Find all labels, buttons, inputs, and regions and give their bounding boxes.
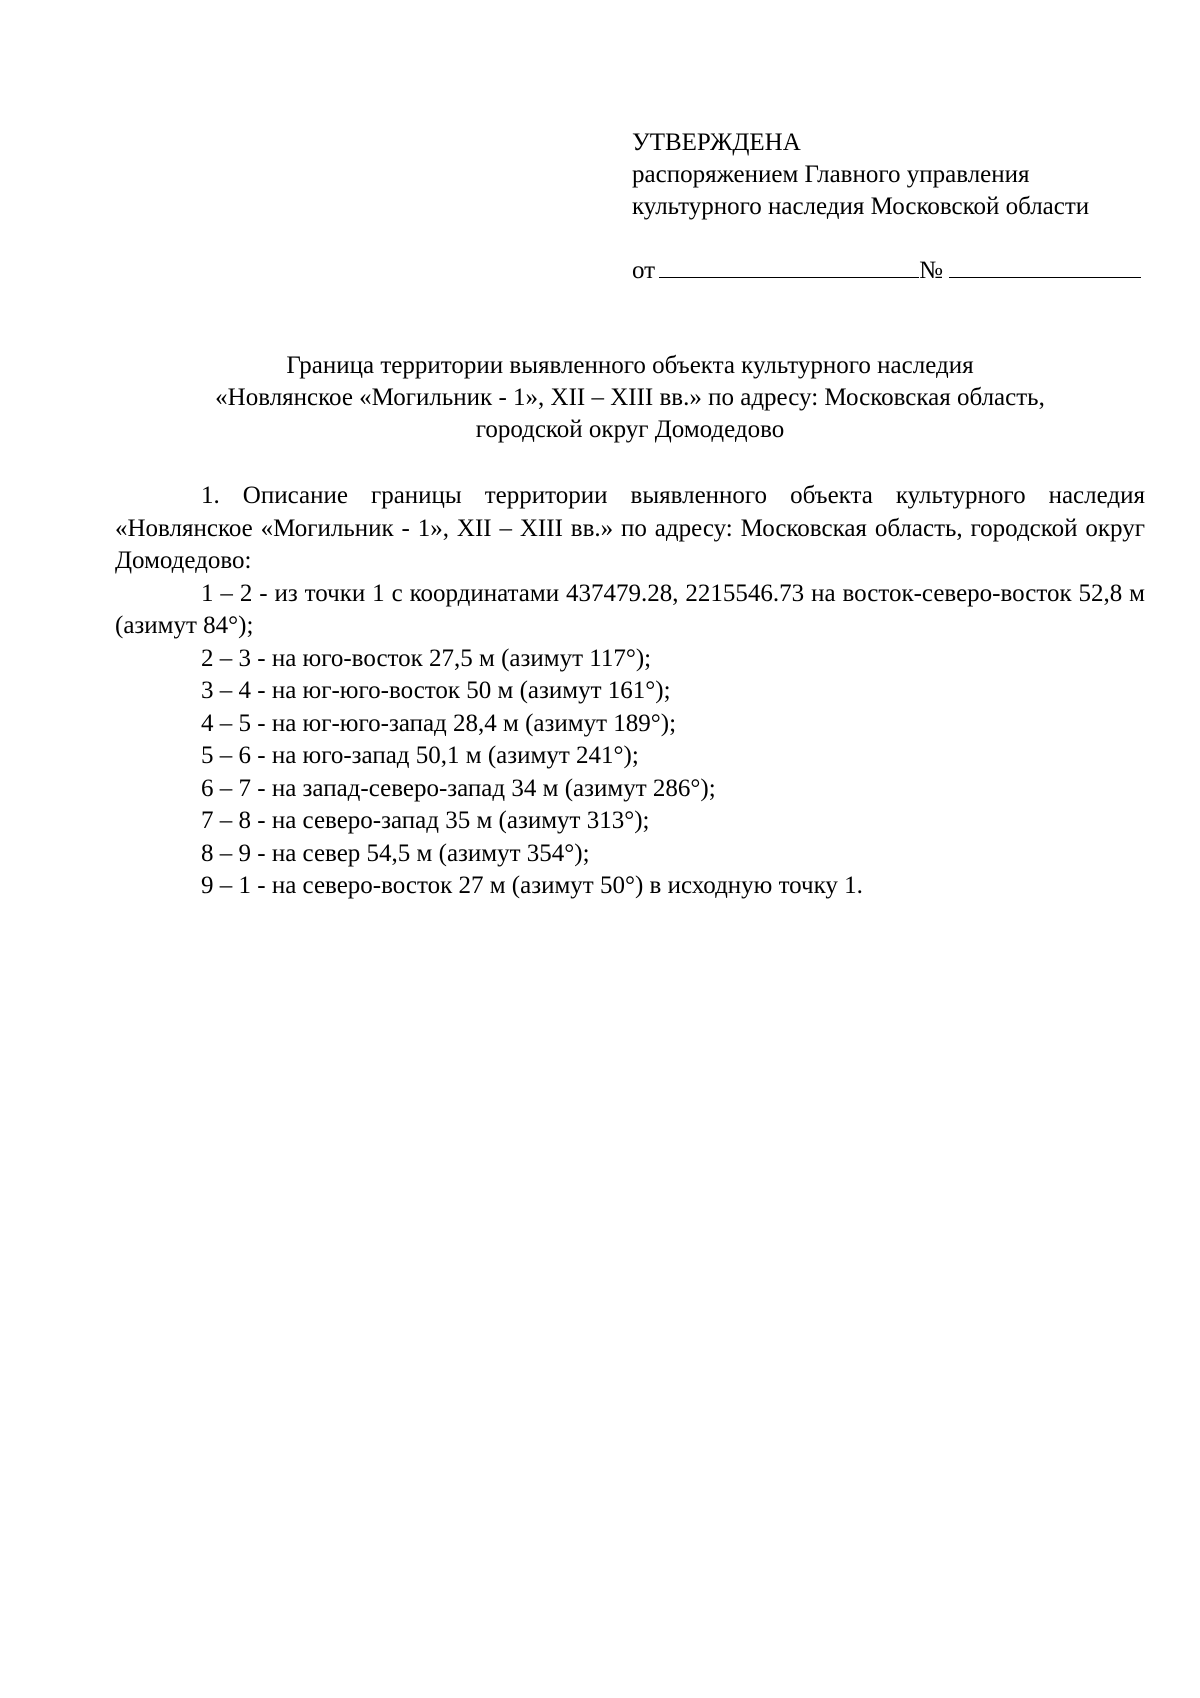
segment-7-8: 7 – 8 - на северо-запад 35 м (азимут 313°); [201,807,650,834]
segment-6-7: 6 – 7 - на запад-северо-запад 34 м (азимут 286°); [201,774,716,802]
segment-5-6: 5 – 6 - на юго-запад 50,1 м (азимут 241°); [201,742,639,769]
segment-3-4: 3 – 4 - на юг-юго-восток 50 м (азимут 161°); [201,677,671,704]
segment-8-9: 8 – 9 - на север 54,5 м (азимут 354°); [201,839,590,867]
approval-line-2: распоряжением Главного управления [632,161,1030,188]
section-1-intro: 1. Описание границы территории выявленного объекта культурного наследия «Новлянское «Могильник - 1», XII – XIII вв.» по адресу: Московская область, городской округ Домодедово: [115,482,1145,574]
title-line-1: Граница территории выявленного объекта культурного наследия [286,352,974,379]
boundary-description [115,480,1145,903]
date-blank [659,255,919,278]
title-line-3: городской округ Домодедово [475,416,785,443]
approval-heading: УТВЕРЖДЕНА [632,129,801,156]
date-label: от [632,257,656,284]
segment-2-3: 2 – 3 - на юго-восток 27,5 м (азимут 117°); [201,644,652,672]
number-blank [949,255,1141,278]
segment-9-1: 9 – 1 - на северо-восток 27 м (азимут 50°) в исходную точку 1. [201,872,863,899]
title-line-2: «Новлянское «Могильник - 1», XII – XIII вв.» по адресу: Московская область, [215,384,1045,411]
segment-4-5: 4 – 5 - на юг-юго-запад 28,4 м (азимут 189°); [201,709,677,737]
date-number-line [632,255,1152,287]
document-title [115,350,1145,446]
segment-1-2: 1 – 2 - из точки 1 с координатами 437479.28, 2215546.73 на восток-северо-восток 52,8 м (азимут 84°); [115,579,1145,639]
approval-block [632,127,1152,223]
approval-line-3: культурного наследия Московской области [632,193,1090,220]
number-label: № [919,257,943,284]
